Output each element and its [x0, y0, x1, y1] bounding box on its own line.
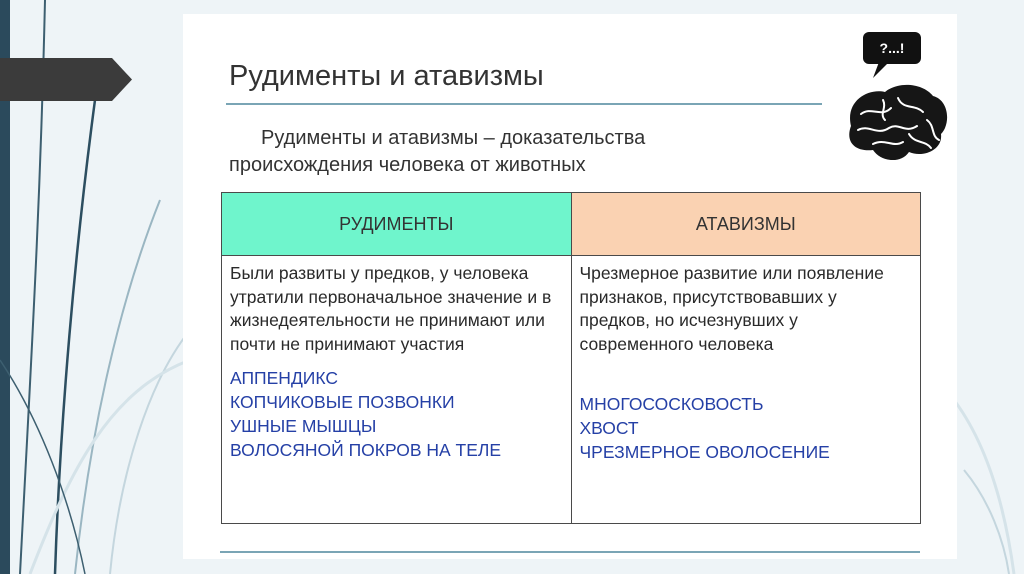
list-item: УШНЫЕ МЫШЦЫ: [230, 416, 377, 436]
title-underline: [226, 103, 822, 105]
bottom-rule: [220, 551, 920, 553]
list-item: КОПЧИКОВЫЕ ПОЗВОНКИ: [230, 392, 455, 412]
speech-bubble-text: ?...!: [879, 40, 905, 56]
subtitle: Рудименты и атавизмы – доказательства происхождения человека от животных: [229, 127, 646, 176]
list-item: ХВОСТ: [579, 418, 639, 438]
cell-rudiments: [222, 256, 572, 524]
comparison-table: [221, 192, 921, 524]
header-rudiments: РУДИМЕНТЫ: [222, 193, 572, 256]
table-header-row: [222, 193, 921, 256]
arrow-tab-icon: [0, 58, 132, 101]
atavisms-examples: [580, 392, 913, 464]
atavisms-description: Чрезмерное развитие или появление признаков, присутствовавших у предков, но исчезнувших у современного человека: [579, 263, 884, 354]
rudiments-examples: [230, 366, 563, 462]
list-item: ВОЛОСЯНОЙ ПОКРОВ НА ТЕЛЕ: [230, 440, 502, 460]
page-title: Рудименты и атавизмы: [229, 60, 544, 92]
speech-bubble-icon: [863, 32, 921, 78]
decorative-curves-right: [954, 0, 1024, 574]
table-row: [222, 256, 921, 524]
brain-icon: [843, 26, 953, 176]
list-item: ЧРЕЗМЕРНОЕ ОВОЛОСЕНИЕ: [579, 442, 830, 462]
list-item: МНОГОСОСКОВОСТЬ: [579, 394, 764, 414]
list-item: АППЕНДИКС: [230, 368, 339, 388]
header-atavisms: АТАВИЗМЫ: [571, 193, 921, 256]
rudiments-description: Были развиты у предков, у человека утратили первоначальное значение и в жизнедеятельности не принимают или почти не принимают участия: [230, 263, 552, 354]
cell-atavisms: [571, 256, 921, 524]
slide-content: [183, 14, 957, 559]
